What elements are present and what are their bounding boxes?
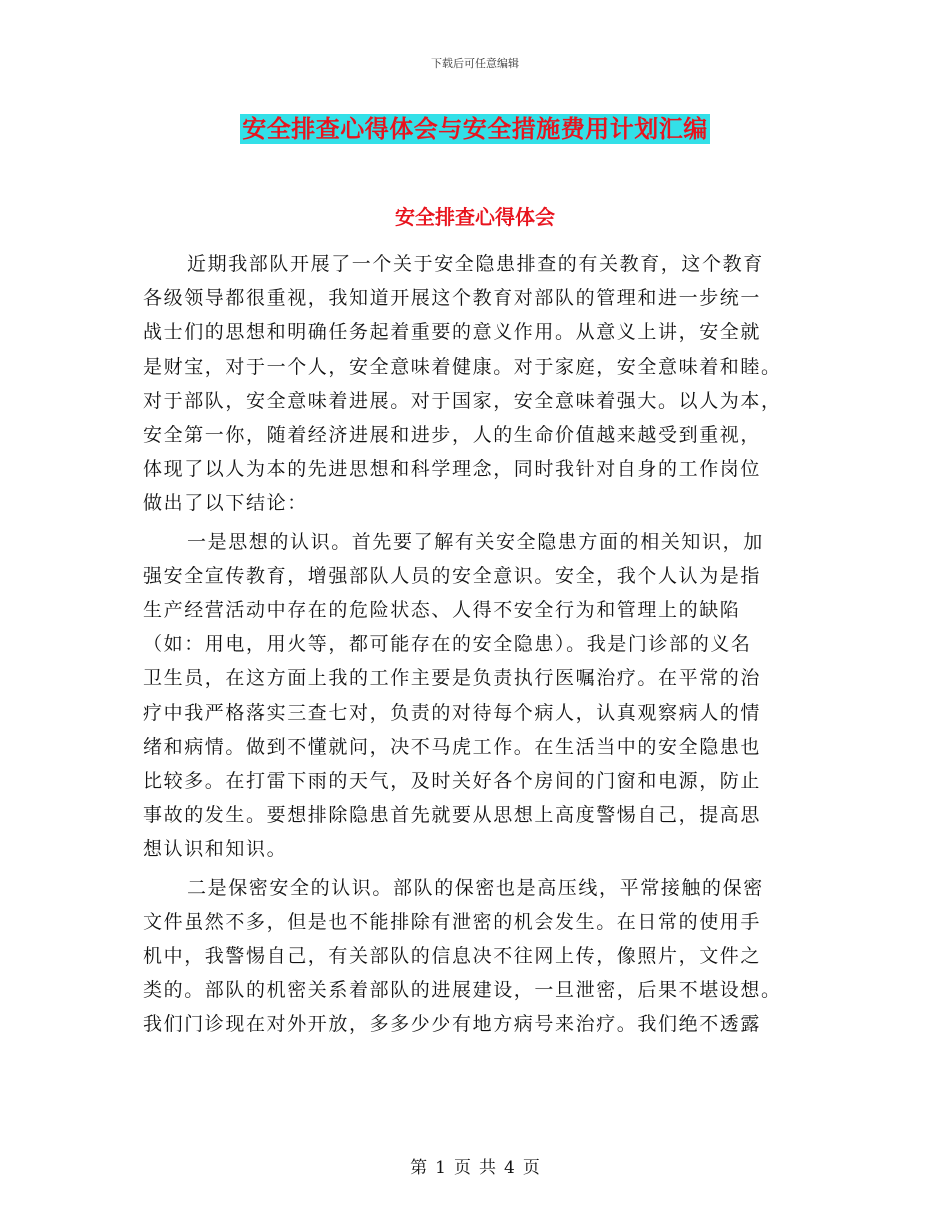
text-line: 卫生员，在这方面上我的工作主要是负责执行医嘱治疗。在平常的治 bbox=[143, 667, 762, 690]
text-line: 想认识和知识。 bbox=[143, 838, 288, 861]
footer-suffix: 页 bbox=[522, 1158, 540, 1178]
text-line: 机中，我警惕自己，有关部队的信息决不往网上传，像照片，文件之 bbox=[143, 945, 762, 968]
main-title: 安全排查心得体会与安全措施费用计划汇编 bbox=[242, 115, 708, 143]
body-text bbox=[143, 247, 803, 1042]
text-line: 一是思想的认识。首先要了解有关安全隐患方面的相关知识，加 bbox=[187, 530, 764, 553]
text-line: 比较多。在打雷下雨的天气，及时关好各个房间的门窗和电源，防止 bbox=[143, 770, 762, 793]
text-line: 强安全宣传教育，增强部队人员的安全意识。安全，我个人认为是指 bbox=[143, 564, 762, 587]
header-note: 下载后可任意编辑 bbox=[431, 57, 519, 70]
text-line: 各级领导都很重视，我知道开展这个教育对部队的管理和进一步统一 bbox=[143, 287, 762, 310]
text-line: 体现了以人为本的先进思想和科学理念，同时我针对自身的工作岗位 bbox=[143, 458, 762, 481]
text-line: 安全第一你，随着经济进展和进步，人的生命价值越来越受到重视， bbox=[143, 424, 762, 447]
text-line: 类的。部队的机密关系着部队的进展建设，一旦泄密，后果不堪设想。 bbox=[143, 979, 782, 1002]
footer-prefix: 第 bbox=[410, 1158, 428, 1178]
section-title: 安全排查心得体会 bbox=[395, 205, 555, 229]
paragraph-1 bbox=[143, 247, 803, 521]
text-line: （如：用电，用火等，都可能存在的安全隐患）。我是门诊部的义名 bbox=[143, 633, 752, 656]
paragraph-2 bbox=[143, 525, 803, 867]
main-title-wrap bbox=[0, 114, 950, 144]
page-total: 4 bbox=[504, 1158, 515, 1178]
page-footer bbox=[0, 1153, 950, 1178]
text-line: 近期我部队开展了一个关于安全隐患排查的有关教育，这个教育 bbox=[187, 253, 764, 275]
text-line: 做出了以下结论： bbox=[143, 492, 308, 515]
text-line: 疗中我严格落实三查七对，负责的对待每个病人，认真观察病人的情 bbox=[143, 701, 762, 724]
text-line: 事故的发生。要想排除隐患首先就要从思想上高度警惕自己，提高思 bbox=[143, 804, 762, 827]
footer-total-label: 共 bbox=[479, 1158, 496, 1178]
text-line: 文件虽然不多，但是也不能排除有泄密的机会发生。在日常的使用手 bbox=[143, 910, 762, 933]
text-line: 战士们的思想和明确任务起着重要的意义作用。从意义上讲，安全就 bbox=[143, 321, 762, 344]
text-line: 是财宝，对于一个人，安全意味着健康。对于家庭，安全意味着和睦。 bbox=[143, 355, 782, 378]
text-line: 二是保密安全的认识。部队的保密也是高压线，平常接触的保密 bbox=[187, 876, 764, 899]
text-line: 对于部队，安全意味着进展。对于国家，安全意味着强大。以人为本， bbox=[143, 389, 782, 412]
page-number: 1 bbox=[435, 1158, 446, 1178]
paragraph-3 bbox=[143, 871, 803, 1042]
footer-middle: 页 bbox=[454, 1158, 471, 1178]
text-line: 绪和病情。做到不懂就问，决不马虎工作。在生活当中的安全隐患也 bbox=[143, 735, 762, 758]
text-line: 我们门诊现在对外开放，多多少少有地方病号来治疗。我们绝不透露 bbox=[143, 1013, 762, 1036]
text-line: 生产经营活动中存在的危险状态、人得不安全行为和管理上的缺陷 bbox=[143, 599, 741, 622]
